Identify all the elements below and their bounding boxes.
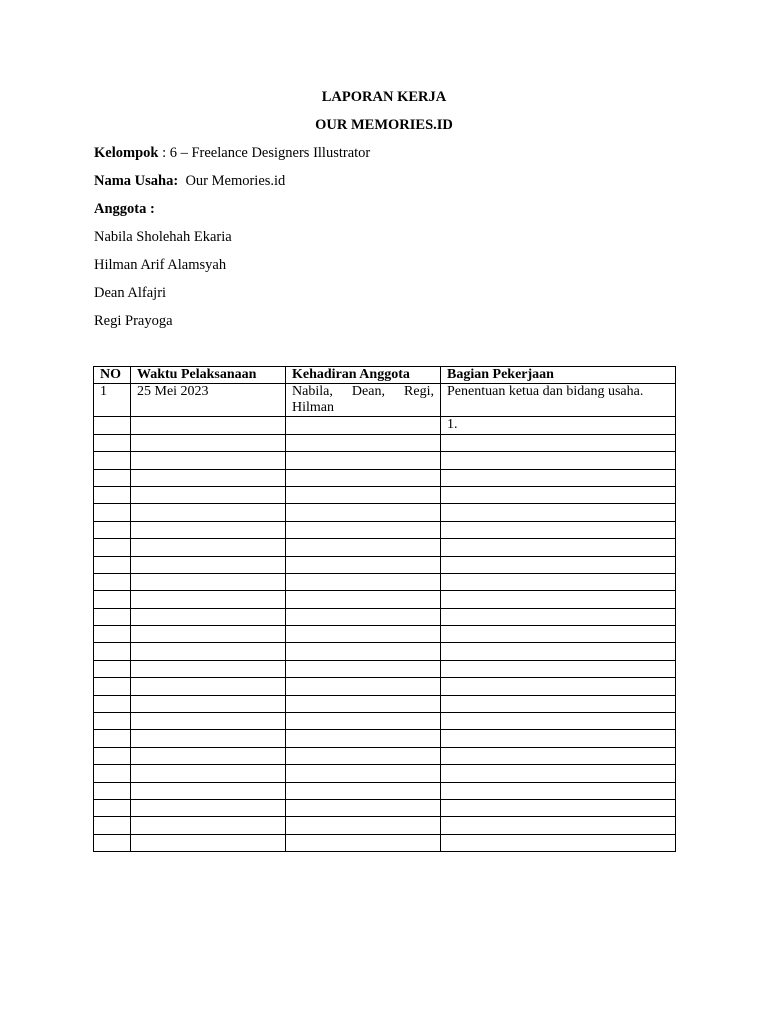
table-cell-empty: [441, 817, 676, 834]
table-cell-empty: [131, 643, 286, 660]
table-cell-empty: [131, 799, 286, 816]
header-kehadiran: Kehadiran Anggota: [286, 367, 441, 384]
table-cell-empty: [131, 608, 286, 625]
table-cell-empty: [441, 765, 676, 782]
table-cell-empty: [286, 556, 441, 573]
table-cell-empty: [94, 452, 131, 469]
table-cell-empty: [441, 469, 676, 486]
table-cell-empty: [94, 521, 131, 538]
table-cell-empty: [286, 747, 441, 764]
table-cell-empty: [441, 608, 676, 625]
table-cell-empty: [286, 626, 441, 643]
table-row-empty: [94, 591, 676, 608]
table-header-row: [94, 367, 676, 384]
table-cell-empty: [94, 608, 131, 625]
table-cell-empty: [441, 573, 676, 590]
nama-usaha-value: Our Memories.id: [178, 173, 286, 189]
table-cell-empty: [94, 765, 131, 782]
table-row-empty: [94, 452, 676, 469]
table-cell-empty: [94, 539, 131, 556]
table-cell-empty: [94, 713, 131, 730]
table-cell-empty: [286, 573, 441, 590]
table-cell-empty: [131, 504, 286, 521]
table-cell-empty: [441, 452, 676, 469]
table-cell-empty: [441, 643, 676, 660]
table-cell-empty: [131, 695, 286, 712]
table-cell-empty: [441, 730, 676, 747]
table-row-empty: [94, 608, 676, 625]
cell-no: [94, 417, 131, 434]
cell-kehadiran: [286, 417, 441, 434]
table-row-empty: [94, 799, 676, 816]
table-row-empty: [94, 747, 676, 764]
table-cell-empty: [94, 469, 131, 486]
table-row-empty: [94, 695, 676, 712]
table-cell-empty: [441, 747, 676, 764]
member-name: Hilman Arif Alamsyah: [94, 257, 227, 273]
nama-usaha-line: [94, 172, 285, 190]
table-cell-empty: [131, 521, 286, 538]
table-cell-empty: [131, 573, 286, 590]
table-cell-empty: [286, 434, 441, 451]
table-cell-empty: [441, 486, 676, 503]
table-cell-empty: [286, 521, 441, 538]
table-cell-empty: [286, 730, 441, 747]
table-cell-empty: [441, 626, 676, 643]
table-cell-empty: [94, 434, 131, 451]
table-cell-empty: [286, 539, 441, 556]
table-cell-empty: [441, 521, 676, 538]
member-name: Dean Alfajri: [94, 285, 167, 301]
table-row-empty: [94, 556, 676, 573]
table-cell-empty: [441, 678, 676, 695]
table-cell-empty: [441, 782, 676, 799]
table-cell-empty: [441, 556, 676, 573]
table-cell-empty: [286, 713, 441, 730]
table-cell-empty: [286, 678, 441, 695]
table-cell-empty: [441, 695, 676, 712]
cell-bagian: 1.: [441, 417, 676, 434]
table-row-empty: [94, 573, 676, 590]
table-row-empty: [94, 434, 676, 451]
header-bagian: Bagian Pekerjaan: [441, 367, 676, 384]
header-no: NO: [94, 367, 131, 384]
table-row-empty: [94, 521, 676, 538]
table-row-empty: [94, 782, 676, 799]
cell-waktu: 25 Mei 2023: [131, 384, 286, 417]
table-cell-empty: [286, 817, 441, 834]
table-cell-empty: [94, 643, 131, 660]
table-cell-empty: [441, 591, 676, 608]
cell-bagian: Penentuan ketua dan bidang usaha.: [441, 384, 676, 417]
table-row-empty: [94, 539, 676, 556]
nama-usaha-label: Nama Usaha:: [94, 173, 179, 189]
table-cell-empty: [94, 817, 131, 834]
table-cell-empty: [131, 660, 286, 677]
table-cell-empty: [286, 591, 441, 608]
table-cell-empty: [286, 660, 441, 677]
table-row-empty: [94, 765, 676, 782]
table-cell-empty: [94, 782, 131, 799]
table-row-empty: [94, 678, 676, 695]
table-cell-empty: [131, 817, 286, 834]
table-cell-empty: [131, 626, 286, 643]
table-cell-empty: [286, 799, 441, 816]
header-waktu: Waktu Pelaksanaan: [131, 367, 286, 384]
table-row-empty: [94, 504, 676, 521]
table-cell-empty: [131, 782, 286, 799]
table-cell-empty: [94, 556, 131, 573]
table-cell-empty: [131, 765, 286, 782]
member-name: Nabila Sholehah Ekaria: [94, 229, 232, 245]
table-cell-empty: [131, 730, 286, 747]
document-subtitle: OUR MEMORIES.ID: [315, 117, 453, 133]
table-cell-empty: [94, 799, 131, 816]
table-cell-empty: [286, 608, 441, 625]
kelompok-label: Kelompok: [94, 145, 159, 161]
table-cell-empty: [94, 591, 131, 608]
anggota-line: [94, 200, 155, 218]
table-body: [94, 384, 676, 852]
table-cell-empty: [94, 730, 131, 747]
table-cell-empty: [94, 504, 131, 521]
table-cell-empty: [131, 469, 286, 486]
table-row-empty: [94, 469, 676, 486]
table-cell-empty: [131, 678, 286, 695]
table-row-empty: [94, 730, 676, 747]
table-cell-empty: [131, 713, 286, 730]
table-cell-empty: [131, 834, 286, 851]
table-cell-empty: [441, 539, 676, 556]
table-row-empty: [94, 834, 676, 851]
table-cell-empty: [94, 678, 131, 695]
table-cell-empty: [286, 643, 441, 660]
table-cell-empty: [94, 573, 131, 590]
member-name: Regi Prayoga: [94, 313, 173, 329]
table-row: [94, 417, 676, 434]
table-cell-empty: [131, 591, 286, 608]
table-cell-empty: [286, 782, 441, 799]
kelompok-line: [94, 144, 370, 162]
table-row-empty: [94, 817, 676, 834]
table-cell-empty: [286, 469, 441, 486]
table-cell-empty: [286, 765, 441, 782]
table-cell-empty: [286, 504, 441, 521]
table-cell-empty: [286, 695, 441, 712]
anggota-label: Anggota :: [94, 201, 155, 217]
table-cell-empty: [441, 713, 676, 730]
cell-kehadiran: Nabila, Dean, Regi, Hilman: [286, 384, 441, 417]
table-cell-empty: [131, 486, 286, 503]
cell-waktu: [131, 417, 286, 434]
table-row-empty: [94, 643, 676, 660]
table-row: [94, 384, 676, 417]
table-cell-empty: [441, 504, 676, 521]
table-cell-empty: [131, 539, 286, 556]
table-cell-empty: [441, 660, 676, 677]
work-log-table: [93, 366, 676, 852]
table-cell-empty: [94, 660, 131, 677]
table-cell-empty: [441, 799, 676, 816]
table-cell-empty: [131, 452, 286, 469]
cell-no: 1: [94, 384, 131, 417]
table-cell-empty: [441, 834, 676, 851]
document-title: LAPORAN KERJA: [321, 89, 447, 105]
table-cell-empty: [94, 626, 131, 643]
table-cell-empty: [94, 747, 131, 764]
table-cell-empty: [131, 556, 286, 573]
table-cell-empty: [286, 834, 441, 851]
table-cell-empty: [441, 434, 676, 451]
kelompok-value: : 6 – Freelance Designers Illustrator: [158, 145, 371, 161]
table-cell-empty: [94, 695, 131, 712]
table-row-empty: [94, 660, 676, 677]
table-cell-empty: [131, 434, 286, 451]
table-row-empty: [94, 486, 676, 503]
table-cell-empty: [94, 834, 131, 851]
table-row-empty: [94, 626, 676, 643]
table-cell-empty: [286, 452, 441, 469]
table-row-empty: [94, 713, 676, 730]
table-cell-empty: [94, 486, 131, 503]
table-cell-empty: [286, 486, 441, 503]
table-cell-empty: [131, 747, 286, 764]
